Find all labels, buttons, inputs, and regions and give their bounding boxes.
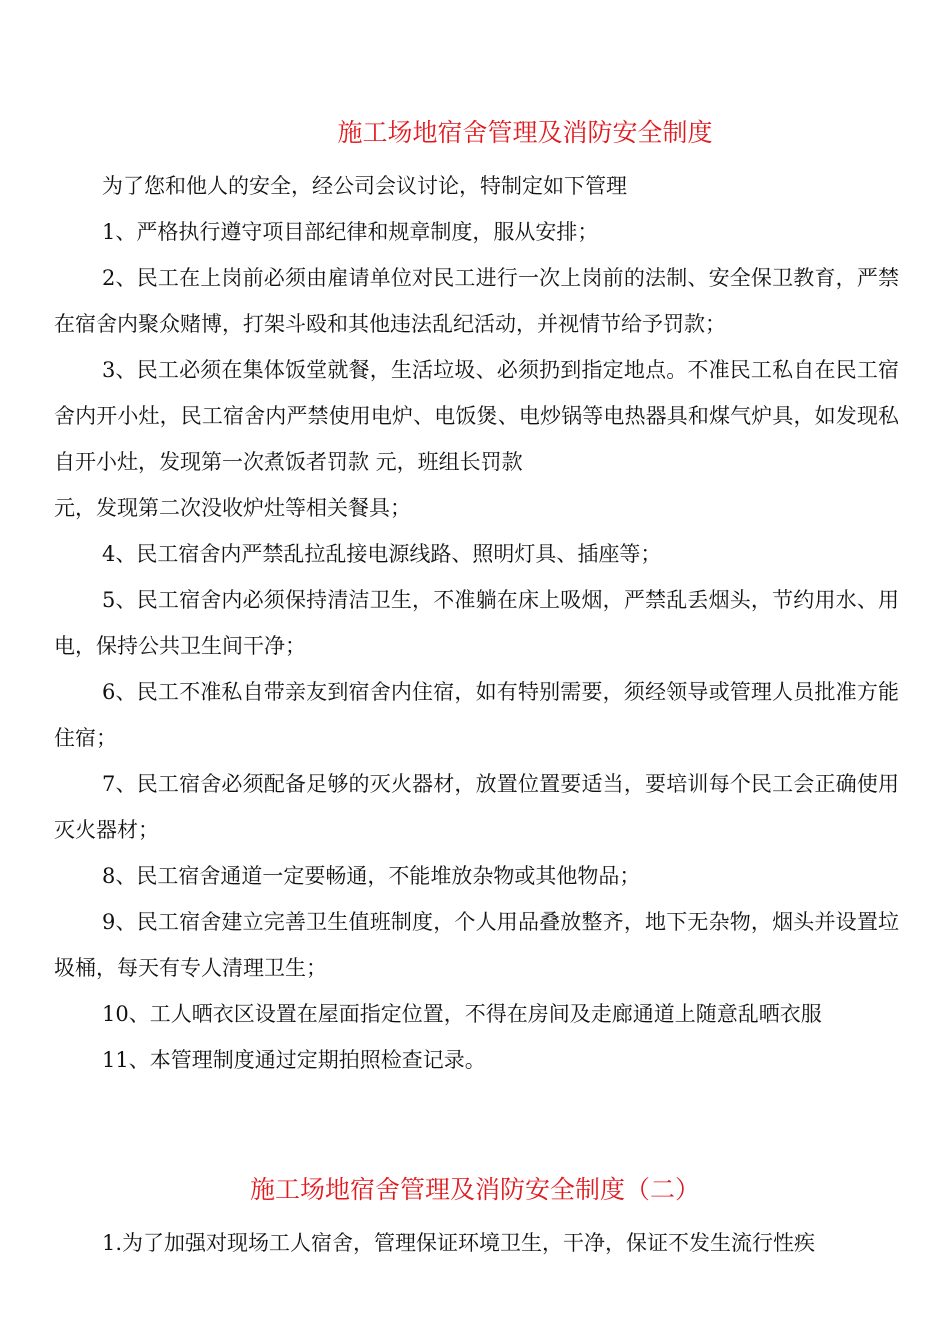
rule-item-10: 10、工人晒衣区设置在屋面指定位置，不得在房间及走廊通道上随意乱晒衣服 xyxy=(102,1002,822,1026)
rule-item-3: 3、民工必须在集体饭堂就餐，生活垃圾、必须扔到指定地点。不准民工私自在民工宿舍内开小灶，民工宿舍内严禁使用电炉、电饭煲、电炒锅等电热器具和煤气炉具，如发现私自开小灶，发现第一次煮饭者罚款 元，班组长罚款 xyxy=(54,358,899,474)
rule-item-11: 11、本管理制度通过定期拍照检查记录。 xyxy=(102,1048,486,1072)
rule-item-2: 2、民工在上岗前必须由雇请单位对民工进行一次上岗前的法制、安全保卫教育，严禁在宿舍内聚众赌博，打架斗殴和其他违法乱纪活动，并视情节给予罚款； xyxy=(54,266,899,336)
rule-item-7: 7、民工宿舍必须配备足够的灭火器材，放置位置要适当，要培训每个民工会正确使用灭火器材； xyxy=(54,772,899,842)
rule-item-8: 8、民工宿舍通道一定要畅通，不能堆放杂物或其他物品； xyxy=(102,864,641,888)
rule-item-6: 6、民工不准私自带亲友到宿舍内住宿，如有特别需要，须经领导或管理人员批准方能住宿； xyxy=(54,680,899,750)
rule-item-5: 5、民工宿舍内必须保持清洁卫生，不准躺在床上吸烟，严禁乱丢烟头，节约用水、用电，保持公共卫生间干净； xyxy=(54,588,899,658)
rule-item-9: 9、民工宿舍建立完善卫生值班制度，个人用品叠放整齐，地下无杂物，烟头并设置垃圾桶，每天有专人清理卫生； xyxy=(54,910,899,980)
rule-item-3-continued: 元，发现第二次没收炉灶等相关餐具； xyxy=(54,496,411,520)
section-2-body xyxy=(54,1220,899,1266)
section-2-title: 施工场地宿舍管理及消防安全制度（二） xyxy=(249,1175,700,1204)
section-1-title: 施工场地宿舍管理及消防安全制度 xyxy=(337,118,713,147)
section-2-item-1: 1.为了加强对现场工人宿舍，管理保证环境卫生，干净，保证不发生流行性疾 xyxy=(102,1231,816,1255)
rule-item-1: 1、严格执行遵守项目部纪律和规章制度，服从安排； xyxy=(102,220,599,244)
section-1-body xyxy=(54,163,899,1083)
rule-item-4: 4、民工宿舍内严禁乱拉乱接电源线路、照明灯具、插座等； xyxy=(102,542,662,566)
section-1-intro: 为了您和他人的安全，经公司会议讨论，特制定如下管理 xyxy=(102,174,627,198)
